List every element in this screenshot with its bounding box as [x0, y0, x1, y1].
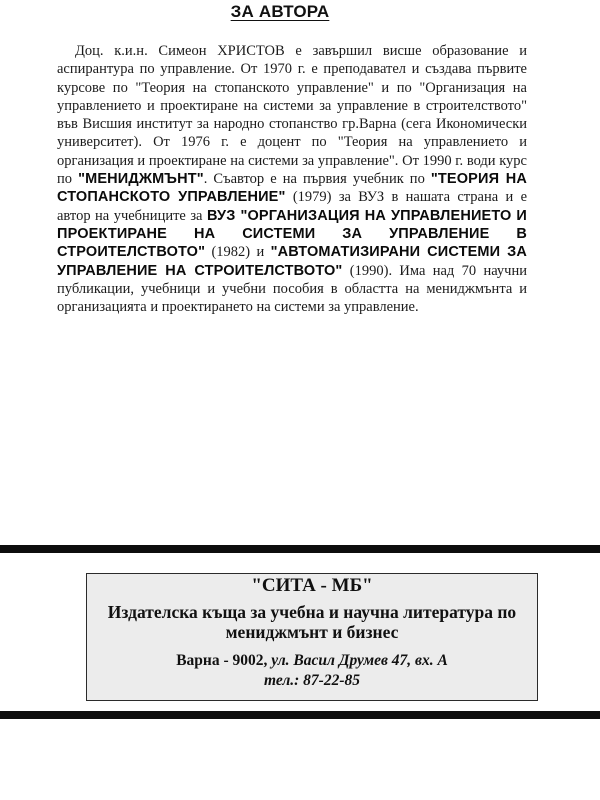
separator-bar: [0, 711, 600, 719]
publisher-city: Варна - 9002,: [176, 652, 272, 669]
publisher-street: ул. Васил Друмев 47, вх. А: [271, 652, 448, 669]
bio-book-title: "ТЕОРИЯ НА СТОПАНСКОТО УПРАВЛЕНИЕ": [57, 171, 527, 206]
bio-book-title: "АВТОМАТИЗИРАНИ СИСТЕМИ ЗА УПРАВЛЕНИЕ НА СТРОИТЕЛСТВОТО": [57, 244, 527, 279]
bio-course-title: "МЕНИДЖМЪНТ": [78, 171, 204, 188]
publisher-address: [87, 652, 537, 670]
bio-text: (1979) за ВУЗ в нашата страна и е автор на учебниците за: [57, 189, 527, 224]
publisher-phone: [87, 672, 537, 690]
publisher-box: [86, 573, 538, 701]
publisher-phone-text: тел.: 87-22-85: [263, 672, 361, 689]
publisher-name: "СИТА - МБ": [251, 575, 373, 596]
bio-text: . Съавтор е на първия учебник по: [203, 171, 431, 188]
bio-text: (1982) и: [205, 244, 271, 261]
bio-text: (1990). Има над 70 научни публикации, учебници и учебни пособия в областта на мениджмънта и организацията и проектирането на системи за управление.: [57, 262, 527, 316]
separator-bar: [0, 545, 600, 553]
bio-book-title: ВУЗ "ОРГАНИЗАЦИЯ НА УПРАВЛЕНИЕТО И ПРОЕКТИРАНЕ НА СИСТЕМИ ЗА УПРАВЛЕНИЕ В СТРОИТЕЛСТВОТО": [57, 207, 527, 261]
page-title: ЗА АВТОРА: [230, 2, 330, 21]
author-bio: [57, 42, 527, 316]
publisher-description: Издателска къща за учебна и научна литература по мениджмънт и бизнес: [107, 602, 517, 642]
bio-text: Доц. к.и.н. Симеон ХРИСТОВ е завършил висше образование и аспирантура по управление. От 1970 г. е преподавател и създава първите курсове по "Теория на стопанското управление" и по "Организация на управлението и проектиране на системи за управление в строителството" във Висшия институт за народно стопанство гр.Варна (сега Икономически университет). От 1976 г. е доцент по "Теория на управлението и организация и проектиране на системи за управление". От 1990 г. води курс по: [57, 43, 527, 188]
